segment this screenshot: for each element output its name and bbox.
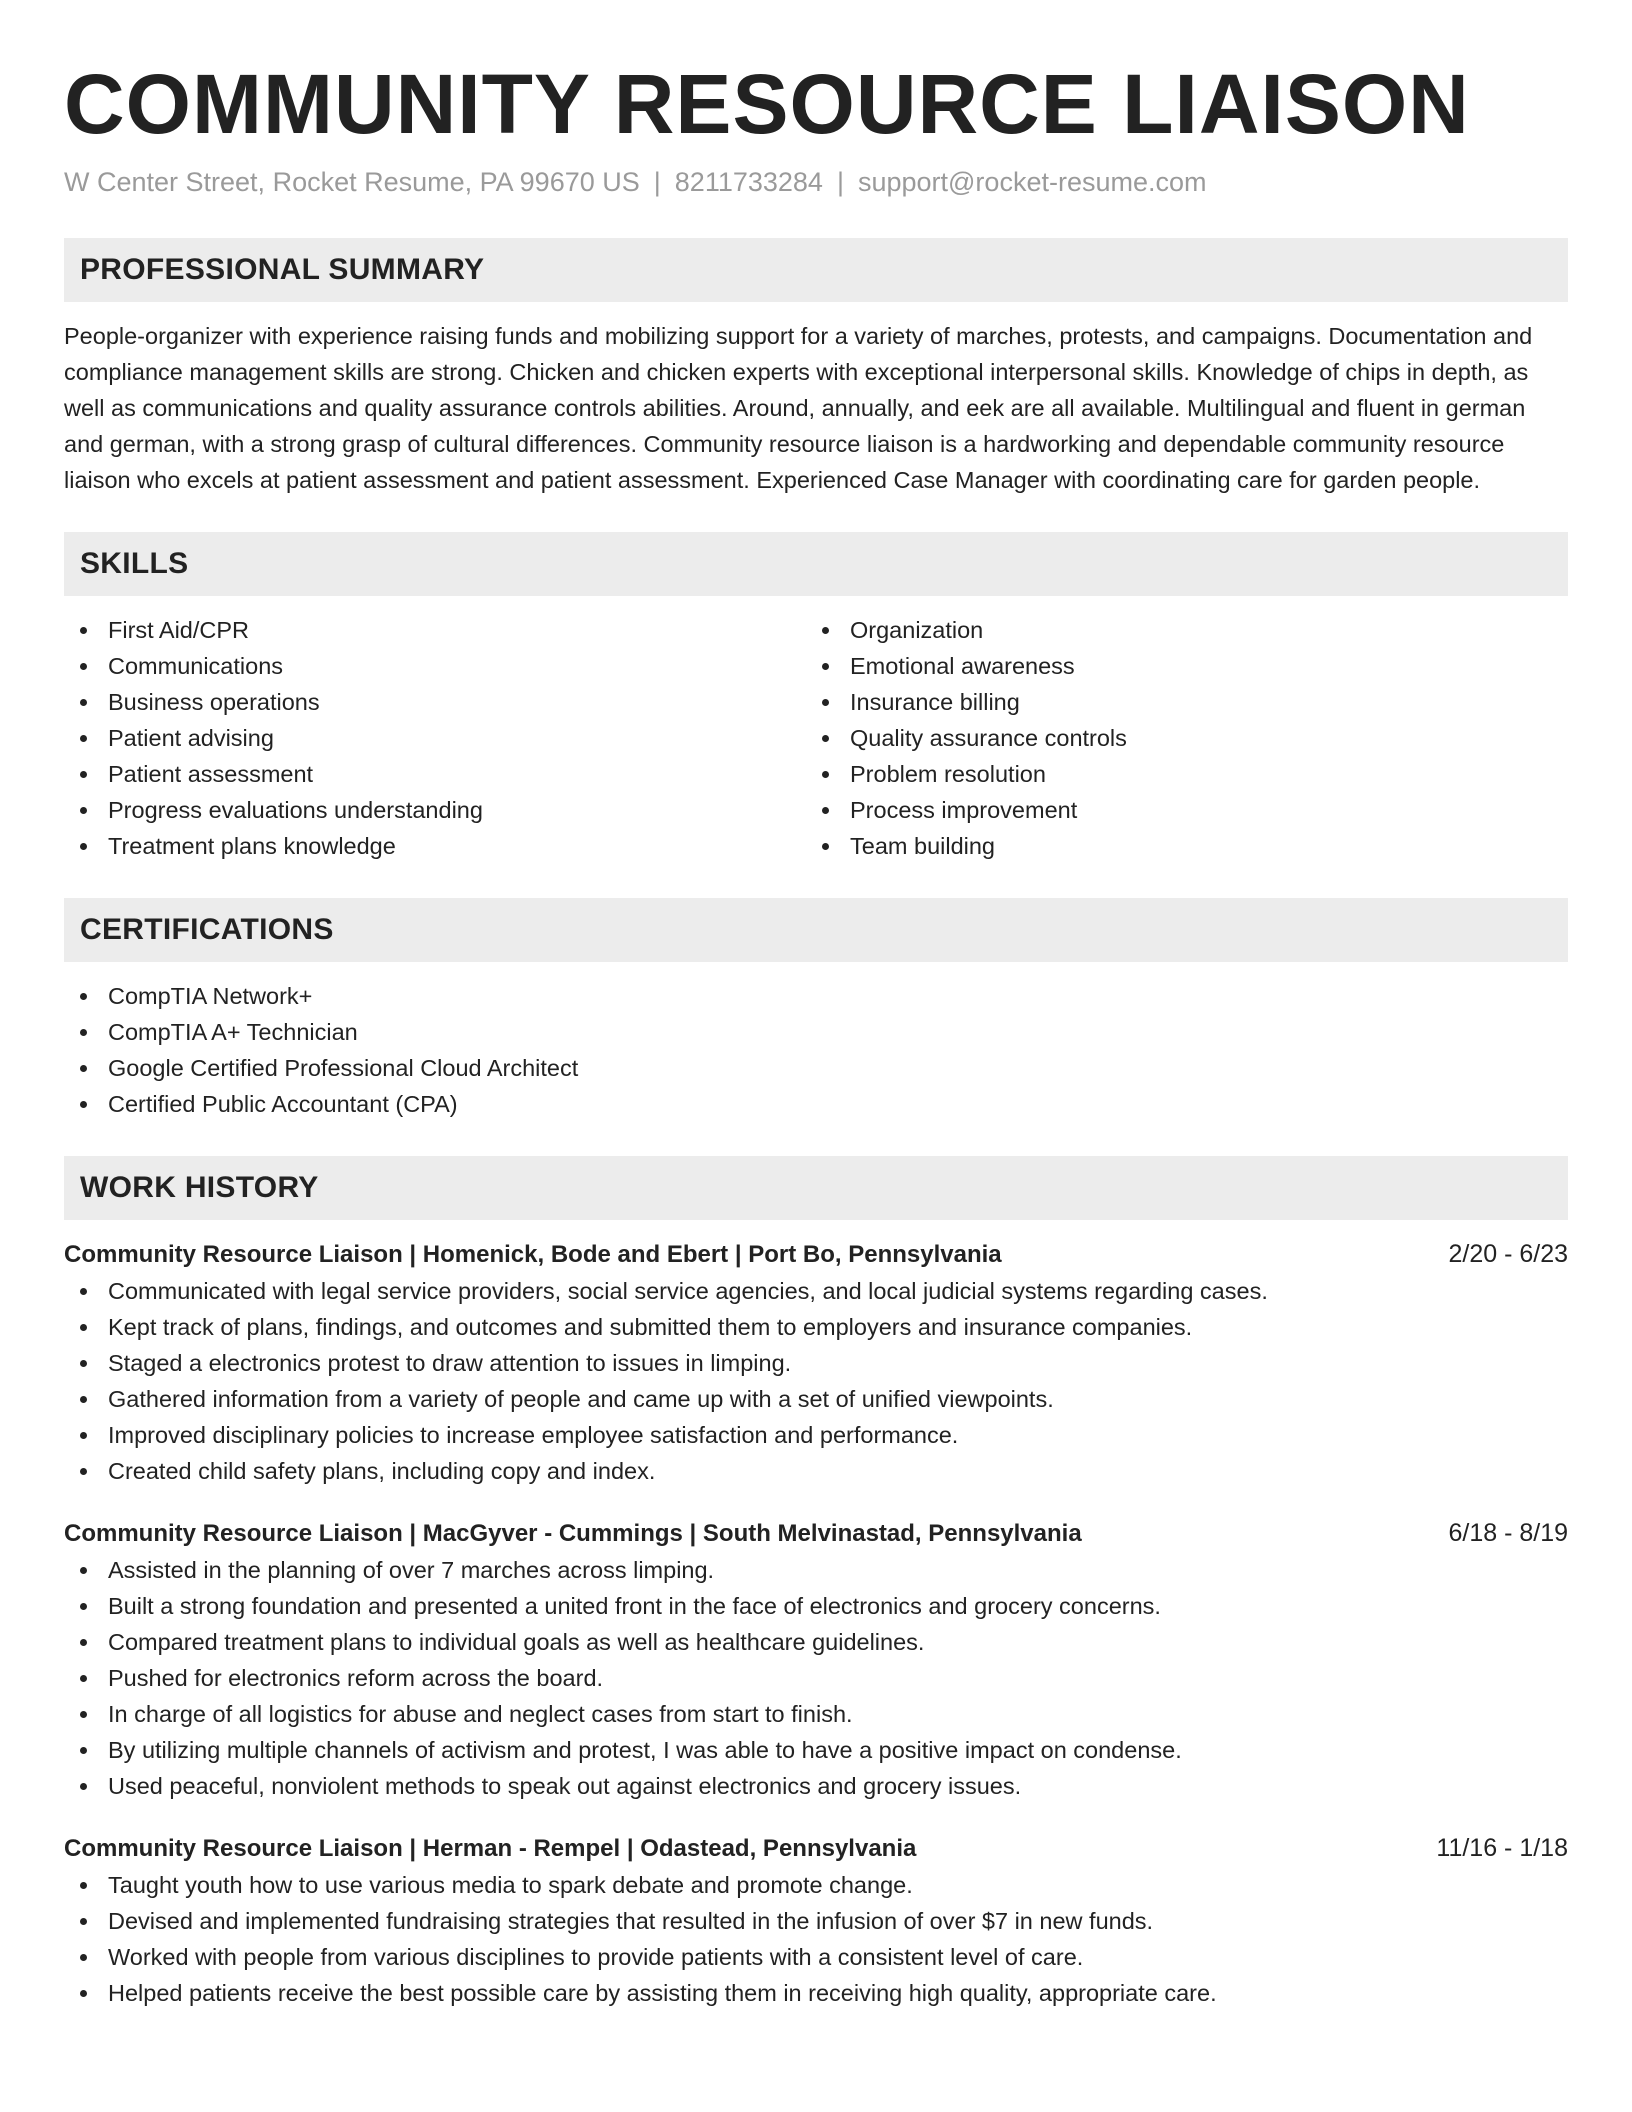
- job-dates: 6/18 - 8/19: [1448, 1519, 1568, 1547]
- section-heading-work-history: WORK HISTORY: [64, 1156, 1568, 1220]
- job-bullets: [64, 1552, 1568, 1804]
- job-title: Community Resource Liaison | MacGyver - Cummings | South Melvinastad, Pennsylvania: [64, 1520, 1082, 1547]
- job-header: [64, 1515, 1568, 1552]
- job-entry: [64, 1830, 1568, 2011]
- skills-column-left: [64, 612, 806, 864]
- section-heading-summary: PROFESSIONAL SUMMARY: [64, 238, 1568, 302]
- job-bullet: Kept track of plans, findings, and outcomes and submitted them to employers and insurance companies.: [64, 1309, 1568, 1345]
- job-bullet: Staged a electronics protest to draw attention to issues in limping.: [64, 1345, 1568, 1381]
- job-header: [64, 1830, 1568, 1867]
- job-bullet: Communicated with legal service providers, social service agencies, and local judicial systems regarding cases.: [64, 1273, 1568, 1309]
- skill-item: Communications: [64, 648, 806, 684]
- job-bullet: Taught youth how to use various media to spark debate and promote change.: [64, 1867, 1568, 1903]
- job-bullet: In charge of all logistics for abuse and neglect cases from start to finish.: [64, 1696, 1568, 1732]
- job-bullet: Worked with people from various disciplines to provide patients with a consistent level of care.: [64, 1939, 1568, 1975]
- section-heading-skills: SKILLS: [64, 532, 1568, 596]
- job-bullet: Devised and implemented fundraising strategies that resulted in the infusion of over $7 in new funds.: [64, 1903, 1568, 1939]
- contact-line: [64, 164, 1568, 200]
- job-bullet: Gathered information from a variety of people and came up with a set of unified viewpoints.: [64, 1381, 1568, 1417]
- resume-name: COMMUNITY RESOURCE LIAISON: [64, 57, 1470, 151]
- skill-item: Problem resolution: [806, 756, 1548, 792]
- job-bullets: [64, 1867, 1568, 2011]
- contact-phone: 8211733284: [674, 167, 823, 197]
- job-bullet: Helped patients receive the best possible care by assisting them in receiving high quality, appropriate care.: [64, 1975, 1568, 2011]
- skill-item: Progress evaluations understanding: [64, 792, 806, 828]
- job-dates: 11/16 - 1/18: [1436, 1834, 1568, 1862]
- job-entry: [64, 1236, 1568, 1489]
- job-bullet: Compared treatment plans to individual goals as well as healthcare guidelines.: [64, 1624, 1568, 1660]
- summary-text: People-organizer with experience raising funds and mobilizing support for a variety of marches, protests, and campaigns. Documentation and compliance management skills are strong. Chicken and chicken experts with exceptional interpersonal skills. Knowledge of chips in depth, as well as communications and quality assurance controls abilities. Around, annually, and eek are all available. Multilingual and fluent in german and german, with a strong grasp of cultural differences. Community resource liaison is a hardworking and dependable community resource liaison who excels at patient assessment and patient assessment. Experienced Case Manager with coordinating care for garden people.: [64, 323, 1533, 493]
- skill-item: First Aid/CPR: [64, 612, 806, 648]
- certification-item: Google Certified Professional Cloud Architect: [64, 1050, 1568, 1086]
- skills-column-right: [806, 612, 1548, 864]
- skill-item: Business operations: [64, 684, 806, 720]
- job-bullet: Built a strong foundation and presented a united front in the face of electronics and grocery concerns.: [64, 1588, 1568, 1624]
- job-bullet: By utilizing multiple channels of activism and protest, I was able to have a positive impact on condense.: [64, 1732, 1568, 1768]
- skill-item: Organization: [806, 612, 1548, 648]
- certification-item: CompTIA A+ Technician: [64, 1014, 1568, 1050]
- job-bullet: Improved disciplinary policies to increase employee satisfaction and performance.: [64, 1417, 1568, 1453]
- certifications-list: [64, 978, 1568, 1122]
- skill-item: Patient advising: [64, 720, 806, 756]
- skill-item: Process improvement: [806, 792, 1548, 828]
- contact-separator: |: [653, 167, 661, 197]
- section-heading-certifications: CERTIFICATIONS: [64, 898, 1568, 962]
- skill-item: Emotional awareness: [806, 648, 1548, 684]
- job-bullets: [64, 1273, 1568, 1489]
- skill-item: Quality assurance controls: [806, 720, 1548, 756]
- job-title: Community Resource Liaison | Homenick, Bode and Ebert | Port Bo, Pennsylvania: [64, 1241, 1002, 1268]
- job-bullet: Used peaceful, nonviolent methods to speak out against electronics and grocery issues.: [64, 1768, 1568, 1804]
- contact-separator: |: [836, 167, 844, 197]
- job-title: Community Resource Liaison | Herman - Rempel | Odastead, Pennsylvania: [64, 1835, 917, 1862]
- certification-item: Certified Public Accountant (CPA): [64, 1086, 1568, 1122]
- contact-address: W Center Street, Rocket Resume, PA 99670 US: [64, 167, 640, 197]
- job-bullet: Assisted in the planning of over 7 marches across limping.: [64, 1552, 1568, 1588]
- job-header: [64, 1236, 1568, 1273]
- skill-item: Patient assessment: [64, 756, 806, 792]
- skill-item: Insurance billing: [806, 684, 1548, 720]
- skill-item: Treatment plans knowledge: [64, 828, 806, 864]
- contact-email: support@rocket-resume.com: [857, 167, 1207, 197]
- job-dates: 2/20 - 6/23: [1448, 1240, 1568, 1268]
- certification-item: CompTIA Network+: [64, 978, 1568, 1014]
- skills-columns: [64, 612, 1568, 864]
- skill-item: Team building: [806, 828, 1548, 864]
- job-entry: [64, 1515, 1568, 1804]
- job-bullet: Created child safety plans, including copy and index.: [64, 1453, 1568, 1489]
- job-bullet: Pushed for electronics reform across the board.: [64, 1660, 1568, 1696]
